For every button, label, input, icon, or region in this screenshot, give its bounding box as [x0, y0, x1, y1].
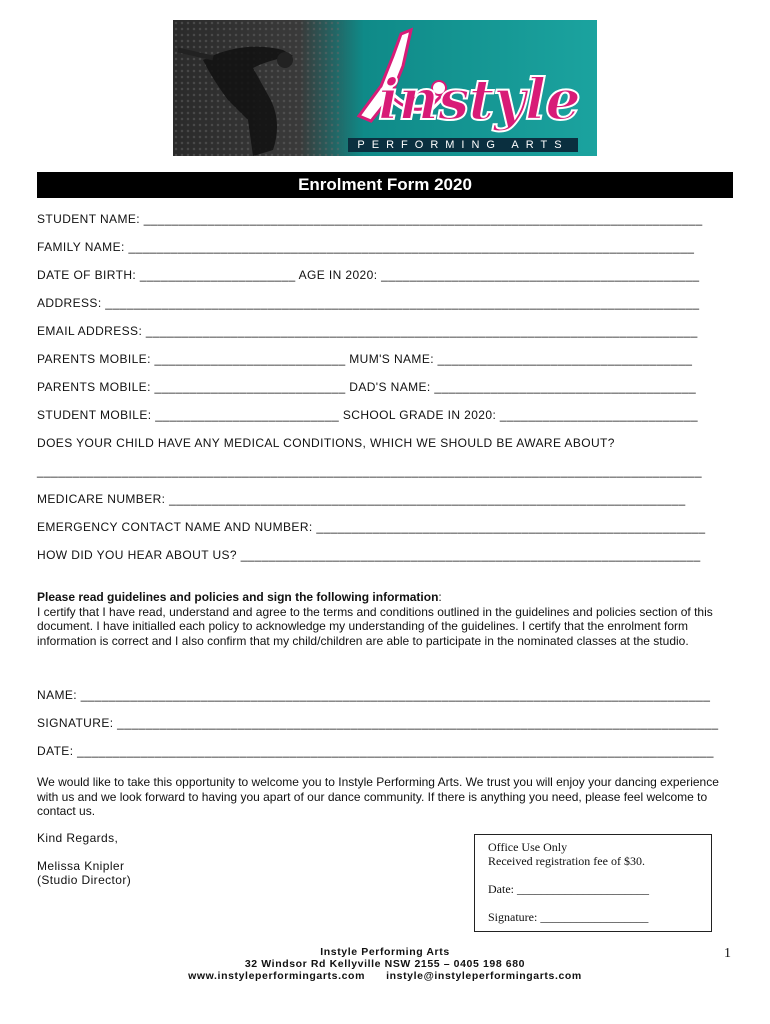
office-title: Office Use Only — [488, 840, 568, 854]
address-field[interactable]: ADDRESS: ____________________________________________________________________________________ — [37, 296, 700, 310]
kind-regards: Kind Regards, — [37, 831, 119, 845]
medical-question: DOES YOUR CHILD HAVE ANY MEDICAL CONDITIONS, WHICH WE SHOULD BE AWARE ABOUT? — [37, 436, 615, 450]
hear-about-field[interactable]: HOW DID YOU HEAR ABOUT US? _________________________________________________________________ — [37, 548, 701, 562]
guidelines-body: I certify that I have read, understand and agree to the terms and conditions outlined in the guidelines and policies section of this document. I have initialled each policy to acknowledge my understanding of the guidelines. I certify that the enrolment form information is correct and I also confirm that my child/children are able to participate in the nominated classes at the studio. — [37, 604, 713, 648]
form-title: Enrolment Form 2020 — [37, 172, 733, 198]
director-name: Melissa Knipler — [37, 859, 125, 873]
dob-age-field[interactable]: DATE OF BIRTH: ______________________ AGE IN 2020: _____________________________________________ — [37, 268, 700, 282]
dancer-photo — [173, 20, 348, 156]
welcome-text: We would like to take this opportunity to welcome you to Instyle Performing Arts. We trust you will enjoy your dancing experience with us and we look forward to having you apart of our dance community. If there is anything you need, please feel welcome to contact us. — [37, 775, 719, 818]
student-name-field[interactable]: STUDENT NAME: _______________________________________________________________________________ — [37, 212, 703, 226]
logo-brand-text: instyle — [378, 67, 580, 133]
footer-contacts[interactable]: www.instyleperformingarts.com instyle@instyleperformingarts.com — [188, 970, 582, 982]
guidelines-heading-colon: : — [438, 590, 442, 604]
office-date-field[interactable]: Date: ______________________ — [488, 882, 649, 896]
logo-subtitle: PERFORMING ARTS — [348, 138, 578, 152]
director-role: (Studio Director) — [37, 873, 132, 887]
signature-field[interactable]: SIGNATURE: _____________________________________________________________________________________ — [37, 716, 719, 730]
office-fee: Received registration fee of $30. — [488, 854, 645, 868]
parents-dad-field[interactable]: PARENTS MOBILE: ___________________________ DAD'S NAME: _____________________________________ — [37, 380, 697, 394]
office-signature-field[interactable]: Signature: __________________ — [488, 910, 649, 924]
medical-answer-field[interactable]: ______________________________________________________________________________________________ — [37, 464, 702, 478]
instyle-logo — [173, 20, 597, 156]
footer-address: 32 Windsor Rd Kellyville NSW 2155 – 0405 198 680 — [244, 958, 526, 970]
guidelines-section — [37, 590, 732, 648]
emergency-contact-field[interactable]: EMERGENCY CONTACT NAME AND NUMBER: _______________________________________________________ — [37, 520, 706, 534]
guidelines-heading: Please read guidelines and policies and sign the following information — [37, 590, 439, 604]
parents-mum-field[interactable]: PARENTS MOBILE: ___________________________ MUM'S NAME: ____________________________________ — [37, 352, 693, 366]
family-name-field[interactable]: FAMILY NAME: ________________________________________________________________________________ — [37, 240, 695, 254]
name-field[interactable]: NAME: _________________________________________________________________________________________ — [37, 688, 711, 702]
medicare-field[interactable]: MEDICARE NUMBER: _________________________________________________________________________ — [37, 492, 686, 506]
page-number: 1 — [724, 946, 731, 961]
date-field[interactable]: DATE: __________________________________________________________________________________________ — [37, 744, 714, 758]
student-school-field[interactable]: STUDENT MOBILE: __________________________ SCHOOL GRADE IN 2020: ____________________________ — [37, 408, 698, 422]
footer-name: Instyle Performing Arts — [320, 946, 450, 958]
office-use-box — [474, 834, 712, 932]
email-field[interactable]: EMAIL ADDRESS: ______________________________________________________________________________ — [37, 324, 698, 338]
